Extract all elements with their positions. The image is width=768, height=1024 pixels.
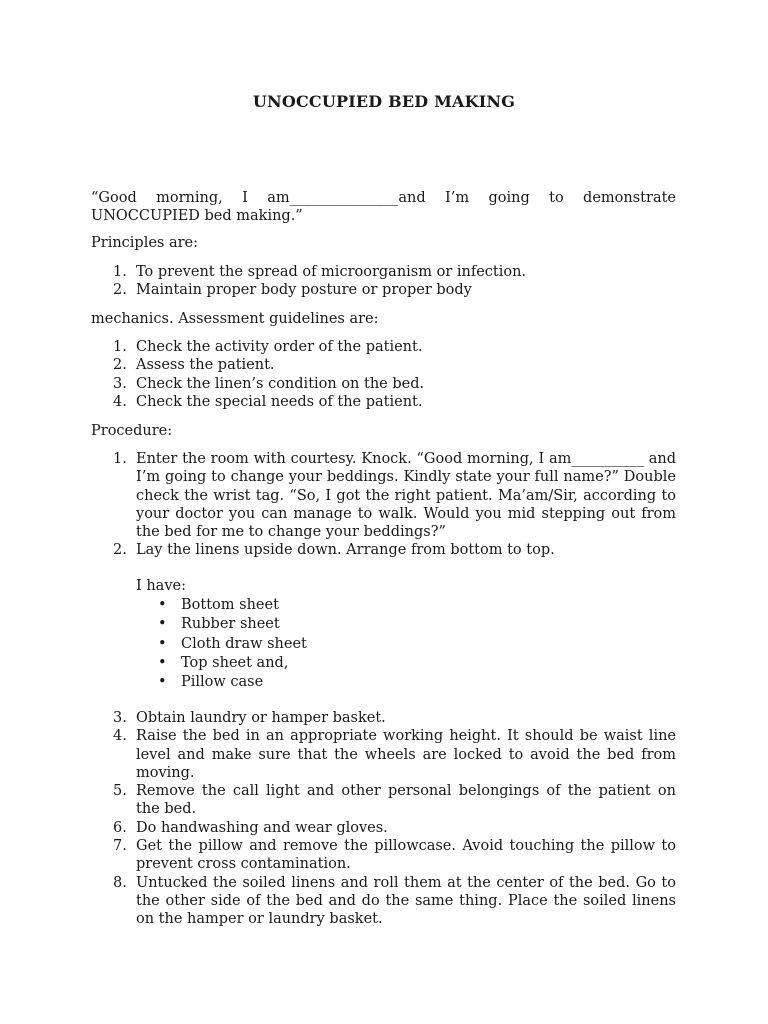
list-item [91, 727, 676, 782]
item-number: 1. [113, 451, 127, 467]
assessment-list [91, 338, 676, 411]
item-text: Assess the patient. [136, 357, 275, 374]
list-item [91, 837, 676, 874]
item-text: Raise the bed in an appropriate working height. It should be waist line level and make sure that the wheels are locked to avoid the bed from moving. [136, 728, 676, 781]
list-item [91, 782, 676, 819]
item-number: 2. [113, 282, 127, 299]
item-number: 6. [113, 819, 127, 836]
list-item [91, 709, 676, 727]
item-text: Do handwashing and wear gloves. [136, 819, 388, 836]
word: body [436, 282, 472, 299]
item-text: Untucked the soiled linens and roll them at the center of the bed. Go to the other side of the bed and do the same thing. Place the soiled linens on the hamper or laundry basket. [136, 874, 676, 928]
list-item [91, 819, 676, 837]
procedure-heading: Procedure: [91, 423, 173, 439]
item-number: 4. [113, 393, 127, 410]
item-number: 7. [113, 838, 127, 855]
item-text-spread [136, 281, 676, 299]
item-text: Check the linen’s condition on the bed. [136, 375, 425, 392]
item-text: Check the activity order of the patient. [136, 339, 423, 355]
procedure-list-part2 [91, 541, 676, 559]
bullet-text: Pillow case [181, 674, 264, 691]
bullet-text: Cloth draw sheet [181, 635, 307, 652]
linens-list [136, 596, 536, 692]
item-text: Obtain laundry or hamper basket. [136, 710, 386, 726]
bullet-icon: • [158, 674, 167, 691]
item-number: 2. [113, 542, 127, 558]
word: or [361, 282, 378, 299]
bullet-text: Top sheet and, [181, 654, 289, 671]
principles-heading: Principles are: [91, 235, 199, 251]
item-number: 1. [113, 264, 127, 280]
bullet-text: Bottom sheet [181, 597, 279, 613]
bullet-icon: • [158, 616, 167, 633]
word: posture [301, 282, 358, 299]
bullet-item [136, 596, 536, 615]
item-number: 3. [113, 375, 127, 392]
item-text: Lay the linens upside down. Arrange from bottom to top. [136, 542, 555, 558]
bullet-item [136, 654, 536, 673]
list-item [91, 375, 676, 393]
list-item [91, 450, 676, 541]
list-item [91, 338, 676, 356]
word: Maintain [136, 282, 202, 299]
word: proper [382, 282, 432, 299]
bullet-item [136, 615, 536, 634]
bullet-item [136, 635, 536, 654]
procedure-list-part3 [91, 709, 676, 929]
bullet-item [136, 673, 536, 692]
item-number: 5. [113, 783, 127, 800]
item-text: Remove the call light and other personal belongings of the patient on the bed. [136, 783, 676, 818]
intro-paragraph: “Good morning, I am_______________and I’m going to demonstrate UNOCCUPIED bed making.” [91, 190, 676, 225]
procedure-list-part1 [91, 450, 676, 541]
principles-list [91, 263, 676, 300]
list-item [91, 356, 676, 374]
i-have-label: I have: [136, 578, 186, 594]
bullet-icon: • [158, 654, 167, 671]
bullet-icon: • [158, 635, 167, 652]
list-item [91, 393, 676, 411]
item-number: 1. [113, 339, 127, 355]
list-item [91, 281, 676, 299]
list-item [91, 874, 676, 929]
bullet-icon: • [158, 597, 167, 613]
bullet-text: Rubber sheet [181, 616, 280, 633]
item-text: To prevent the spread of microorganism or infection. [136, 264, 527, 280]
list-item [91, 263, 676, 281]
item-text: Enter the room with courtesy. Knock. “Good morning, I am__________ and I’m going to change your beddings. Kindly state your full name?” Double check the wrist tag. “So, I got the right patient. Ma’am/Sir, according to your doctor you can manage to walk. Would you mid stepping out from the bed for me to change your beddings?” [136, 451, 676, 541]
item-number: 3. [113, 710, 127, 726]
word: proper [206, 282, 257, 299]
item-number: 4. [113, 728, 127, 745]
item-number: 8. [113, 874, 127, 891]
list-item [91, 541, 676, 559]
item-number: 2. [113, 357, 127, 374]
item-text: Get the pillow and remove the pillowcase. Avoid touching the pillow to prevent cross contamination. [136, 838, 676, 873]
assessment-heading: mechanics. Assessment guidelines are: [91, 311, 379, 327]
document-title: UNOCCUPIED BED MAKING [252, 92, 516, 111]
word: body [260, 282, 297, 299]
item-text: Check the special needs of the patient. [136, 393, 423, 410]
